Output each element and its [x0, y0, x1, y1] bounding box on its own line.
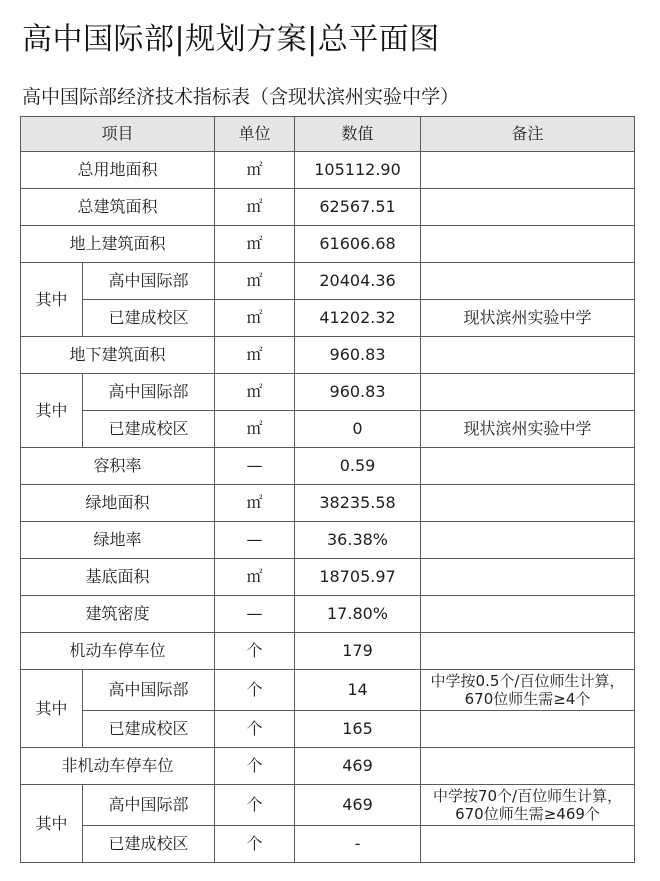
row-item: 高中国际部	[83, 263, 215, 300]
row-unit: 个	[215, 670, 295, 711]
row-item: 已建成校区	[83, 826, 215, 863]
table-row	[21, 522, 635, 559]
row-item: 已建成校区	[83, 411, 215, 448]
table-row	[21, 711, 635, 748]
row-note	[421, 670, 635, 711]
row-value: 41202.32	[295, 300, 421, 337]
row-value: 20404.36	[295, 263, 421, 300]
row-unit: ㎡	[215, 189, 295, 226]
row-unit: —	[215, 448, 295, 485]
row-unit: —	[215, 522, 295, 559]
row-item: 高中国际部	[83, 785, 215, 826]
row-value: 36.38%	[295, 522, 421, 559]
row-value: 179	[295, 633, 421, 670]
row-item: 地下建筑面积	[21, 337, 215, 374]
row-value: -	[295, 826, 421, 863]
row-note	[421, 337, 635, 374]
page-title: 高中国际部|规划方案|总平面图	[22, 22, 440, 57]
row-value: 17.80%	[295, 596, 421, 633]
table-row	[21, 152, 635, 189]
row-unit: ㎡	[215, 411, 295, 448]
row-item: 容积率	[21, 448, 215, 485]
table-row	[21, 670, 635, 711]
table-row	[21, 411, 635, 448]
row-note	[421, 189, 635, 226]
row-value: 960.83	[295, 374, 421, 411]
note-line: 670位师生需≥469个	[455, 805, 600, 823]
row-unit: ㎡	[215, 337, 295, 374]
row-item: 基底面积	[21, 559, 215, 596]
row-note	[421, 522, 635, 559]
indicator-table	[20, 116, 635, 863]
row-value: 38235.58	[295, 485, 421, 522]
row-note	[421, 485, 635, 522]
row-value: 0.59	[295, 448, 421, 485]
row-unit: ㎡	[215, 263, 295, 300]
row-unit: 个	[215, 785, 295, 826]
row-note	[421, 748, 635, 785]
table-caption: 高中国际部经济技术指标表（含现状滨州实验中学）	[22, 86, 460, 108]
row-note	[421, 374, 635, 411]
row-unit: ㎡	[215, 374, 295, 411]
table-row	[21, 785, 635, 826]
row-unit: 个	[215, 826, 295, 863]
row-unit: 个	[215, 711, 295, 748]
row-item: 已建成校区	[83, 711, 215, 748]
row-note	[421, 448, 635, 485]
group-label: 其中	[21, 374, 83, 448]
row-note	[421, 711, 635, 748]
row-note: 现状滨州实验中学	[421, 411, 635, 448]
table-row	[21, 374, 635, 411]
row-note	[421, 785, 635, 826]
group-label: 其中	[21, 785, 83, 863]
header-unit: 单位	[215, 117, 295, 152]
row-value: 18705.97	[295, 559, 421, 596]
table-row	[21, 226, 635, 263]
table-header-row	[21, 117, 635, 152]
table-row	[21, 596, 635, 633]
row-unit: 个	[215, 633, 295, 670]
row-unit: 个	[215, 748, 295, 785]
table-row	[21, 300, 635, 337]
note-line: 中学按0.5个/百位师生计算，	[430, 672, 625, 690]
table-row	[21, 337, 635, 374]
table-row	[21, 189, 635, 226]
table-row	[21, 748, 635, 785]
row-item: 绿地率	[21, 522, 215, 559]
row-note: 现状滨州实验中学	[421, 300, 635, 337]
row-item: 总用地面积	[21, 152, 215, 189]
table-row	[21, 559, 635, 596]
row-value: 469	[295, 785, 421, 826]
header-item: 项目	[21, 117, 215, 152]
row-note	[421, 826, 635, 863]
table-row	[21, 485, 635, 522]
row-note	[421, 152, 635, 189]
row-note	[421, 559, 635, 596]
row-value: 960.83	[295, 337, 421, 374]
row-unit: ㎡	[215, 300, 295, 337]
row-item: 地上建筑面积	[21, 226, 215, 263]
table-row	[21, 633, 635, 670]
table-row	[21, 448, 635, 485]
header-value: 数值	[295, 117, 421, 152]
row-item: 非机动车停车位	[21, 748, 215, 785]
row-value: 469	[295, 748, 421, 785]
row-item: 建筑密度	[21, 596, 215, 633]
row-value: 14	[295, 670, 421, 711]
row-note	[421, 596, 635, 633]
row-unit: —	[215, 596, 295, 633]
row-note	[421, 263, 635, 300]
row-note	[421, 226, 635, 263]
table-row	[21, 263, 635, 300]
note-line: 670位师生需≥4个	[464, 690, 591, 708]
row-note	[421, 633, 635, 670]
row-item: 高中国际部	[83, 670, 215, 711]
table-row	[21, 826, 635, 863]
row-value: 165	[295, 711, 421, 748]
note-line: 中学按70个/百位师生计算，	[432, 787, 623, 805]
group-label: 其中	[21, 263, 83, 337]
row-item: 高中国际部	[83, 374, 215, 411]
header-note: 备注	[421, 117, 635, 152]
row-unit: ㎡	[215, 485, 295, 522]
row-item: 机动车停车位	[21, 633, 215, 670]
row-unit: ㎡	[215, 559, 295, 596]
row-value: 0	[295, 411, 421, 448]
row-unit: ㎡	[215, 152, 295, 189]
row-value: 62567.51	[295, 189, 421, 226]
row-item: 已建成校区	[83, 300, 215, 337]
group-label: 其中	[21, 670, 83, 748]
row-item: 绿地面积	[21, 485, 215, 522]
row-value: 105112.90	[295, 152, 421, 189]
row-item: 总建筑面积	[21, 189, 215, 226]
row-unit: ㎡	[215, 226, 295, 263]
row-value: 61606.68	[295, 226, 421, 263]
